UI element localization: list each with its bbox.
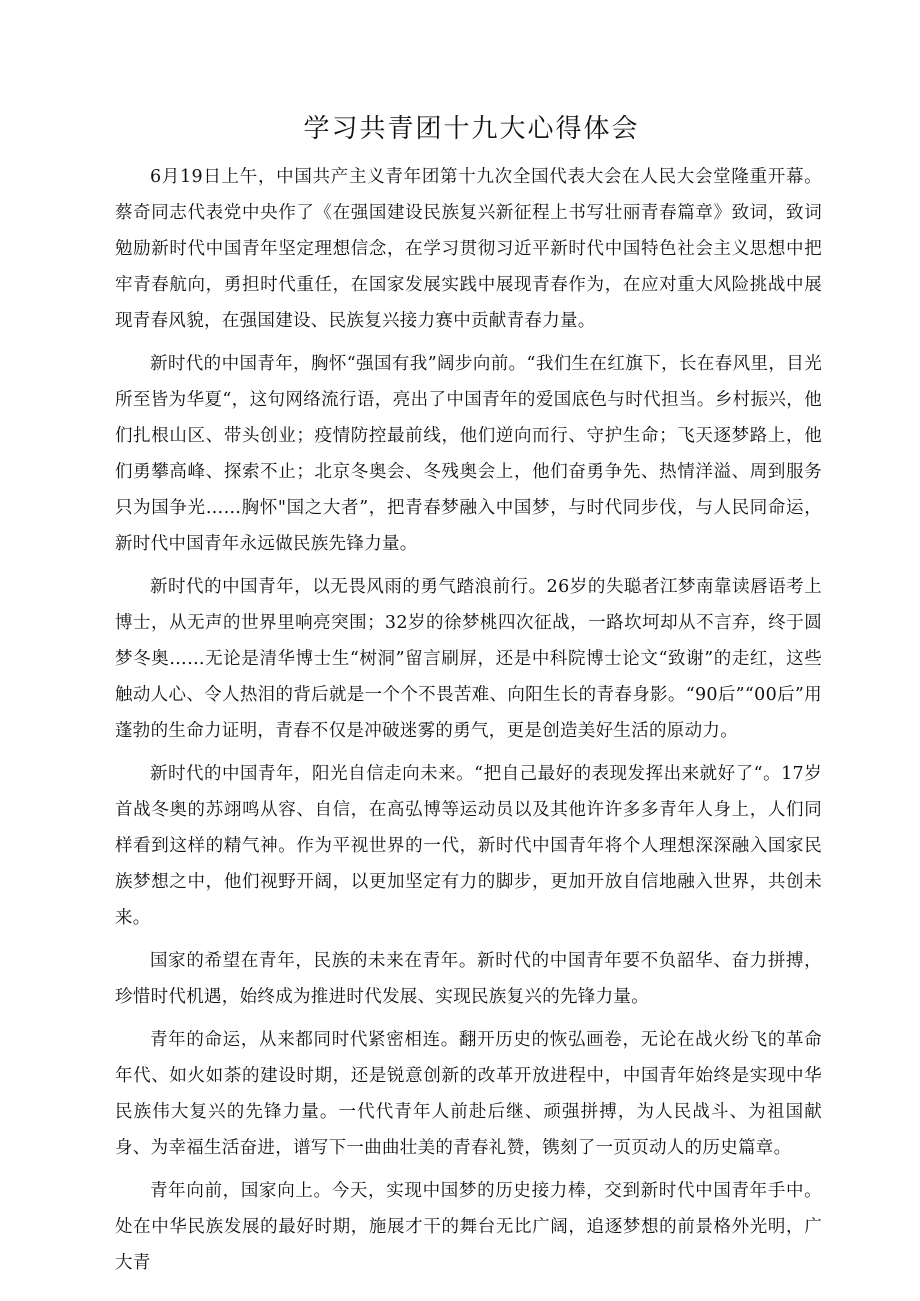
- paragraph-1: 6月19日上午，中国共产主义青年团第十九次全国代表大会在人民大会堂隆重开幕。蔡奇同志代表党中央作了《在强国建设民族复兴新征程上书写壮丽青春篇章》致词，致词勉励新时代中国青年坚定理想信念，在学习贯彻习近平新时代中国特色社会主义思想中把牢青春航向，勇担时代重任，在国家发展实践中展现青春作为，在应对重大风险挑战中展现青春风貌，在强国建设、民族复兴接力赛中贡献青春力量。: [115, 167, 822, 331]
- document-title: 学习共青团十九大心得体会: [303, 114, 640, 144]
- paragraph-2: 新时代的中国青年，胸怀“强国有我”阔步向前。“我们生在红旗下，长在春风里，目光所至皆为华夏“，这句网络流行语，亮出了中国青年的爱国底色与时代担当。乡村振兴，他们扎根山区、带头创业；疫情防控最前线，他们逆向而行、守护生命；飞天逐梦路上，他们勇攀高峰、探索不止；北京冬奥会、冬残奥会上，他们奋勇争先、热情洋溢、周到服务只为国争光……胸怀"国之大者”，把青春梦融入中国梦，与时代同步伐，与人民同命运，新时代中国青年永远做民族先锋力量。: [115, 354, 822, 554]
- paragraph-3: 新时代的中国青年，以无畏风雨的勇气踏浪前行。26岁的失聪者江梦南靠读唇语考上博士，从无声的世界里响亮突围；32岁的徐梦桃四次征战，一路坎坷却从不言弃，终于圆梦冬奥……无论是清华博士生“树洞”留言刷屏，还是中科院博士论文“致谢”的走红，这些触动人心、令人热泪的背后就是一个个不畏苦难、向阳生长的青春身影。“90后”“00后”用蓬勃的生命力证明，青春不仅是冲破迷雾的勇气，更是创造美好生活的原动力。: [115, 577, 822, 741]
- paragraph-5: 国家的希望在青年，民族的未来在青年。新时代的中国青年要不负韶华、奋力拼搏，珍惜时代机遇，始终成为推进时代发展、实现民族复兴的先锋力量。: [115, 951, 822, 1007]
- paragraph-6: 青年的命运，从来都同时代紧密相连。翻开历史的恢弘画卷，无论在战火纷飞的革命年代、如火如荼的建设时期，还是锐意创新的改革开放进程中，中国青年始终是实现中华民族伟大复兴的先锋力量。一代代青年人前赴后继、顽强拼搏，为人民战斗、为祖国献身、为幸福生活奋进，谱写下一曲曲壮美的青春礼赞，镌刻了一页页动人的历史篇章。: [115, 1030, 822, 1158]
- paragraph-4: 新时代的中国青年，阳光自信走向未来。“把自己最好的表现发挥出来就好了“。17岁首战冬奥的苏翊鸣从容、自信，在高弘博等运动员以及其他许许多多青年人身上，人们同样看到这样的精气神。作为平视世界的一代，新时代中国青年将个人理想深深融入国家民族梦想之中，他们视野开阔，以更加坚定有力的脚步，更加开放自信地融入世界，共创未来。: [115, 764, 822, 928]
- paragraph-7: 青年向前，国家向上。今天，实现中国梦的历史接力棒，交到新时代中国青年手中。处在中华民族发展的最好时期，施展才干的舞台无比广阔，追逐梦想的前景格外光明，广大青: [115, 1181, 822, 1273]
